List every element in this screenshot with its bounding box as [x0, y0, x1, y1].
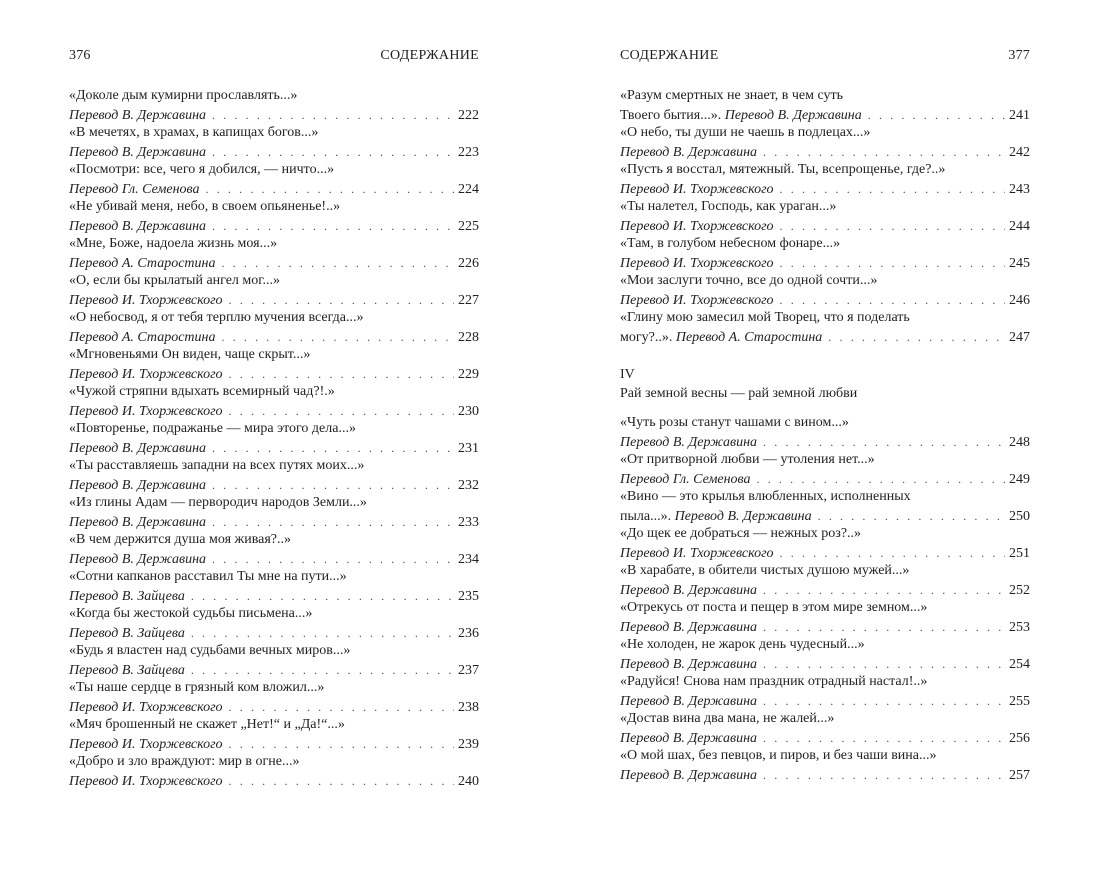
dot-leader — [212, 106, 454, 125]
translator-credit: Перевод В. Державина — [620, 730, 758, 746]
translator-credit: Перевод В. Державина — [69, 107, 207, 123]
toc-entry-label — [620, 434, 757, 453]
toc-entry-label — [620, 619, 757, 638]
poem-first-line: «Не убивай меня, небо, в своем опьяненье!..» — [69, 199, 341, 214]
page-reference: 246 — [1009, 292, 1030, 308]
dot-leader — [212, 476, 454, 495]
dot-leader — [212, 143, 454, 162]
toc-entry — [620, 87, 1030, 124]
dot-leader — [229, 772, 454, 791]
toc-entry — [69, 198, 479, 235]
toc-entry-detail — [620, 692, 1030, 712]
toc-entry-detail — [69, 402, 479, 422]
toc-entry — [69, 124, 479, 161]
page-reference: 239 — [458, 736, 479, 752]
translator-credit: Перевод И. Тхоржевского — [69, 773, 223, 789]
page-reference: 231 — [458, 440, 479, 456]
toc-entry-label — [69, 292, 223, 311]
page-reference: 250 — [1009, 508, 1030, 524]
translator-credit: Перевод В. Державина — [674, 508, 812, 524]
toc-entry-label — [69, 736, 223, 755]
poem-first-line: «О небо, ты души не чаешь в подлецах...» — [620, 125, 871, 140]
poem-first-line: «Добро и зло враждуют: мир в огне...» — [69, 754, 300, 769]
toc-entry-label — [69, 588, 185, 607]
poem-first-line: «В мечетях, в храмах, в капищах богов...» — [69, 125, 319, 140]
toc-entry — [620, 272, 1030, 309]
poem-first-line: «В чем держится душа моя живая?..» — [69, 532, 292, 547]
page-reference: 257 — [1009, 767, 1030, 783]
toc-entry-label — [69, 514, 206, 533]
dot-leader — [206, 180, 454, 199]
poem-first-line: «Отрекусь от поста и пещер в этом мире земном...» — [620, 600, 928, 615]
toc-entry — [69, 235, 479, 272]
translator-credit: Перевод В. Державина — [620, 656, 758, 672]
translator-credit: Перевод А. Старостина — [69, 255, 216, 271]
poem-first-line: «Мне, Боже, надоела жизнь моя...» — [69, 236, 278, 251]
translator-credit: Перевод И. Тхоржевского — [69, 366, 223, 382]
poem-first-line: «Доколе дым кумирни прославлять...» — [69, 88, 298, 103]
translator-credit: Перевод В. Державина — [69, 144, 207, 160]
toc-entry-detail — [69, 476, 479, 496]
toc-entry-detail — [620, 254, 1030, 274]
page-number: 377 — [1008, 48, 1030, 63]
toc-entry — [69, 531, 479, 568]
toc-entry — [620, 710, 1030, 747]
dot-leader — [191, 661, 454, 680]
toc-entry-detail — [620, 143, 1030, 163]
dot-leader — [780, 217, 1005, 236]
poem-first-line: «Ты налетел, Господь, как ураган...» — [620, 199, 837, 214]
dot-leader — [780, 291, 1005, 310]
poem-first-line: «Сотни капканов расставил Ты мне на пути...» — [69, 569, 347, 584]
translator-credit: Перевод В. Державина — [620, 767, 758, 783]
translator-credit: Перевод В. Державина — [69, 477, 207, 493]
toc-list — [620, 414, 1030, 784]
toc-entry-label — [69, 366, 223, 385]
toc-entry — [620, 636, 1030, 673]
toc-entry-detail — [69, 328, 479, 348]
translator-credit: Перевод И. Тхоржевского — [69, 699, 223, 715]
translator-credit: Перевод И. Тхоржевского — [620, 545, 774, 561]
translator-credit: Перевод В. Державина — [620, 434, 758, 450]
toc-entry — [69, 272, 479, 309]
poem-first-line: «Чужой стряпни вдыхать всемирный чад?!.» — [69, 384, 335, 399]
page-reference: 254 — [1009, 656, 1030, 672]
poem-line-continuation: могу?..». — [620, 329, 673, 345]
toc-entry-detail — [69, 106, 479, 126]
toc-entry — [620, 599, 1030, 636]
page-reference: 229 — [458, 366, 479, 382]
translator-credit: Перевод В. Державина — [69, 218, 207, 234]
toc-entry-label — [69, 218, 206, 237]
poem-first-line: «Пусть я восстал, мятежный. Ты, всепрощенье, где?..» — [620, 162, 946, 177]
toc-entry-detail — [69, 698, 479, 718]
dot-leader — [780, 544, 1005, 563]
toc-entry — [69, 605, 479, 642]
toc-entry-label — [620, 730, 757, 749]
page-reference: 242 — [1009, 144, 1030, 160]
dot-leader — [229, 698, 454, 717]
toc-entry-label — [69, 662, 185, 681]
translator-credit: Перевод И. Тхоржевского — [69, 736, 223, 752]
page-reference: 222 — [458, 107, 479, 123]
toc-entry-label — [620, 656, 757, 675]
toc-entry — [620, 525, 1030, 562]
page-reference: 226 — [458, 255, 479, 271]
dot-leader — [828, 328, 1005, 347]
dot-leader — [191, 587, 454, 606]
dot-leader — [763, 143, 1005, 162]
page-reference: 227 — [458, 292, 479, 308]
toc-entry-label — [620, 767, 757, 786]
toc-entry-detail — [69, 624, 479, 644]
translator-credit: Перевод В. Державина — [69, 440, 207, 456]
poem-first-line: «Мгновеньями Он виден, чаще скрыт...» — [69, 347, 311, 362]
toc-entry — [620, 562, 1030, 599]
dot-leader — [229, 291, 454, 310]
toc-entry-detail — [69, 291, 479, 311]
toc-entry-label — [620, 508, 812, 527]
toc-entry-label — [620, 545, 774, 564]
running-title: СОДЕРЖАНИЕ — [620, 48, 719, 63]
toc-entry — [69, 716, 479, 753]
poem-first-line: «От притворной любви — утоления нет...» — [620, 452, 875, 467]
page-reference: 241 — [1009, 107, 1030, 123]
translator-credit: Перевод В. Державина — [620, 693, 758, 709]
toc-entry — [620, 124, 1030, 161]
toc-entry — [69, 420, 479, 457]
translator-credit: Перевод И. Тхоржевского — [69, 292, 223, 308]
toc-entry — [69, 87, 479, 124]
dot-leader — [780, 180, 1005, 199]
toc-entry — [69, 457, 479, 494]
translator-credit: Перевод И. Тхоржевского — [620, 255, 774, 271]
poem-first-line: «Не холоден, не жарок день чудесный...» — [620, 637, 865, 652]
page-number: 376 — [69, 48, 91, 63]
dot-leader — [212, 217, 454, 236]
page-reference: 236 — [458, 625, 479, 641]
page-reference: 233 — [458, 514, 479, 530]
toc-entry-detail — [69, 143, 479, 163]
poem-line-continuation: Твоего бытия...». — [620, 107, 722, 123]
page-reference: 228 — [458, 329, 479, 345]
toc-entry-detail — [69, 661, 479, 681]
dot-leader — [763, 692, 1005, 711]
toc-entry-detail — [69, 254, 479, 274]
dot-leader — [818, 507, 1005, 526]
page-reference: 223 — [458, 144, 479, 160]
page-reference: 245 — [1009, 255, 1030, 271]
poem-first-line: «Глину мою замесил мой Творец, что я поделать — [620, 310, 910, 325]
translator-credit: Перевод В. Державина — [69, 514, 207, 530]
poem-first-line: «О мой шах, без певцов, и пиров, и без чаши вина...» — [620, 748, 937, 763]
poem-first-line: «Посмотри: все, чего я добился, — ничто...» — [69, 162, 335, 177]
toc-entry-detail — [620, 328, 1030, 348]
toc-entry — [620, 673, 1030, 710]
poem-first-line: «Чуть розы станут чашами с вином...» — [620, 415, 849, 430]
toc-entry — [620, 414, 1030, 451]
translator-credit: Перевод А. Старостина — [675, 329, 823, 345]
toc-entry-detail — [620, 507, 1030, 527]
toc-entry-detail — [620, 581, 1030, 601]
translator-credit: Перевод В. Державина — [620, 582, 758, 598]
toc-entry — [620, 161, 1030, 198]
toc-entry — [69, 383, 479, 420]
left-page-header — [69, 48, 479, 68]
page-reference: 247 — [1009, 329, 1030, 345]
toc-entry-detail — [620, 291, 1030, 311]
dot-leader — [763, 729, 1005, 748]
toc-entry — [69, 161, 479, 198]
page-reference: 255 — [1009, 693, 1030, 709]
page-reference: 230 — [458, 403, 479, 419]
toc-entry-detail — [69, 587, 479, 607]
toc-entry-detail — [620, 618, 1030, 638]
page-reference: 243 — [1009, 181, 1030, 197]
toc-entry — [69, 679, 479, 716]
toc-entry — [69, 494, 479, 531]
toc-entry-detail — [69, 439, 479, 459]
poem-first-line: «До щек ее добраться — нежных роз?..» — [620, 526, 862, 541]
poem-first-line: «Мои заслуги точно, все до одной сочти...» — [620, 273, 878, 288]
poem-first-line: «Мяч брошенный не скажет „Нет!“ и „Да!“...» — [69, 717, 345, 732]
toc-entry — [620, 451, 1030, 488]
translator-credit: Перевод Гл. Семенова — [620, 471, 751, 487]
toc-entry-detail — [69, 365, 479, 385]
translator-credit: Перевод В. Зайцева — [69, 588, 185, 604]
poem-first-line: «Достав вина два мана, не жалей...» — [620, 711, 835, 726]
toc-entry — [620, 488, 1030, 525]
dot-leader — [221, 254, 454, 273]
toc-entry-detail — [69, 772, 479, 792]
page-reference: 256 — [1009, 730, 1030, 746]
toc-entry-detail — [69, 550, 479, 570]
translator-credit: Перевод В. Державина — [620, 144, 758, 160]
dot-leader — [763, 618, 1005, 637]
dot-leader — [763, 433, 1005, 452]
toc-entry-detail — [69, 180, 479, 200]
page-reference: 240 — [458, 773, 479, 789]
toc-entry-detail — [69, 217, 479, 237]
poem-first-line: «Разум смертных не знает, в чем суть — [620, 88, 844, 103]
translator-credit: Перевод И. Тхоржевского — [69, 403, 223, 419]
translator-credit: Перевод А. Старостина — [69, 329, 216, 345]
dot-leader — [229, 365, 454, 384]
page-reference: 237 — [458, 662, 479, 678]
translator-credit: Перевод В. Зайцева — [69, 625, 185, 641]
poem-first-line: «Вино — это крылья влюбленных, исполненных — [620, 489, 911, 504]
toc-list — [69, 87, 479, 790]
toc-entry-detail — [620, 180, 1030, 200]
translator-credit: Перевод В. Державина — [69, 551, 207, 567]
poem-first-line: «Повторенье, подражанье — мира этого дела...» — [69, 421, 356, 436]
dot-leader — [191, 624, 454, 643]
toc-entry-label — [620, 144, 757, 163]
toc-entry-label — [620, 329, 822, 348]
toc-entry-detail — [620, 217, 1030, 237]
toc-entry — [69, 346, 479, 383]
poem-first-line: «Будь я властен над судьбами вечных миров...» — [69, 643, 351, 658]
dot-leader — [229, 402, 454, 421]
dot-leader — [763, 766, 1005, 785]
toc-entry — [620, 309, 1030, 346]
poem-first-line: «Там, в голубом небесном фонаре...» — [620, 236, 841, 251]
toc-entry-label — [69, 551, 206, 570]
toc-entry-detail — [620, 544, 1030, 564]
poem-first-line: «Когда бы жестокой судьбы письмена...» — [69, 606, 313, 621]
translator-credit: Перевод И. Тхоржевского — [620, 181, 774, 197]
poem-first-line: «О, если бы крылатый ангел мог...» — [69, 273, 280, 288]
poem-line-continuation: пыла...». — [620, 508, 672, 524]
dot-leader — [757, 470, 1005, 489]
toc-entry-label — [620, 471, 751, 490]
page-reference: 224 — [458, 181, 479, 197]
toc-entry — [620, 198, 1030, 235]
poem-first-line: «О небосвод, я от тебя терплю мучения всегда...» — [69, 310, 364, 325]
toc-entry-detail — [620, 729, 1030, 749]
poem-first-line: «В харабате, в обители чистых душою мужей...» — [620, 563, 910, 578]
page-reference: 238 — [458, 699, 479, 715]
toc-entry — [69, 642, 479, 679]
dot-leader — [763, 581, 1005, 600]
page-reference: 253 — [1009, 619, 1030, 635]
dot-leader — [780, 254, 1005, 273]
dot-leader — [229, 735, 454, 754]
toc-entry-detail — [620, 470, 1030, 490]
page-reference: 235 — [458, 588, 479, 604]
toc-entry-detail — [620, 655, 1030, 675]
page-reference: 252 — [1009, 582, 1030, 598]
toc-entry-detail — [620, 766, 1030, 786]
toc-entry-label — [69, 477, 206, 496]
right-page-header — [620, 48, 1030, 68]
toc-entry — [620, 747, 1030, 784]
toc-entry-label — [69, 107, 206, 126]
poem-first-line: «Радуйся! Снова нам праздник отрадный настал!..» — [620, 674, 928, 689]
toc-entry — [69, 568, 479, 605]
toc-entry-label — [69, 773, 223, 792]
toc-entry-label — [620, 107, 862, 126]
toc-entry-detail — [620, 433, 1030, 453]
translator-credit: Перевод В. Державина — [724, 107, 862, 123]
toc-entry-label — [620, 582, 757, 601]
toc-entry — [620, 235, 1030, 272]
dot-leader — [763, 655, 1005, 674]
page-reference: 232 — [458, 477, 479, 493]
toc-entry-detail — [620, 106, 1030, 126]
toc-entry-label — [620, 218, 774, 237]
toc-entry-label — [69, 625, 185, 644]
toc-entry — [69, 753, 479, 790]
page-reference: 248 — [1009, 434, 1030, 450]
toc-entry-detail — [69, 735, 479, 755]
dot-leader — [221, 328, 454, 347]
toc-entry-label — [620, 693, 757, 712]
page-reference: 244 — [1009, 218, 1030, 234]
toc-entry-detail — [69, 513, 479, 533]
toc-entry-label — [620, 255, 774, 274]
translator-credit: Перевод В. Зайцева — [69, 662, 185, 678]
section-title: Рай земной весны — рай земной любви — [620, 386, 858, 401]
translator-credit: Перевод В. Державина — [620, 619, 758, 635]
toc-entry-label — [620, 181, 774, 200]
poem-first-line: «Ты расставляешь западни на всех путях моих...» — [69, 458, 365, 473]
toc-entry-label — [69, 329, 215, 348]
toc-entry-label — [69, 440, 206, 459]
toc-entry-label — [69, 144, 206, 163]
toc-list — [620, 87, 1030, 346]
running-title: СОДЕРЖАНИЕ — [380, 48, 479, 63]
toc-entry-label — [69, 403, 223, 422]
poem-first-line: «Ты наше сердце в грязный ком вложил...» — [69, 680, 325, 695]
page-reference: 249 — [1009, 471, 1030, 487]
section-number: IV — [620, 367, 635, 382]
page-reference: 251 — [1009, 545, 1030, 561]
page-reference: 234 — [458, 551, 479, 567]
toc-entry — [69, 309, 479, 346]
poem-first-line: «Из глины Адам — первородич народов Земли...» — [69, 495, 367, 510]
dot-leader — [868, 106, 1005, 125]
translator-credit: Перевод И. Тхоржевского — [620, 218, 774, 234]
toc-entry-label — [69, 699, 223, 718]
translator-credit: Перевод Гл. Семенова — [69, 181, 200, 197]
dot-leader — [212, 550, 454, 569]
section-heading — [620, 365, 1030, 403]
dot-leader — [212, 513, 454, 532]
dot-leader — [212, 439, 454, 458]
translator-credit: Перевод И. Тхоржевского — [620, 292, 774, 308]
toc-entry-label — [620, 292, 774, 311]
toc-entry-label — [69, 181, 200, 200]
page-reference: 225 — [458, 218, 479, 234]
toc-entry-label — [69, 255, 215, 274]
